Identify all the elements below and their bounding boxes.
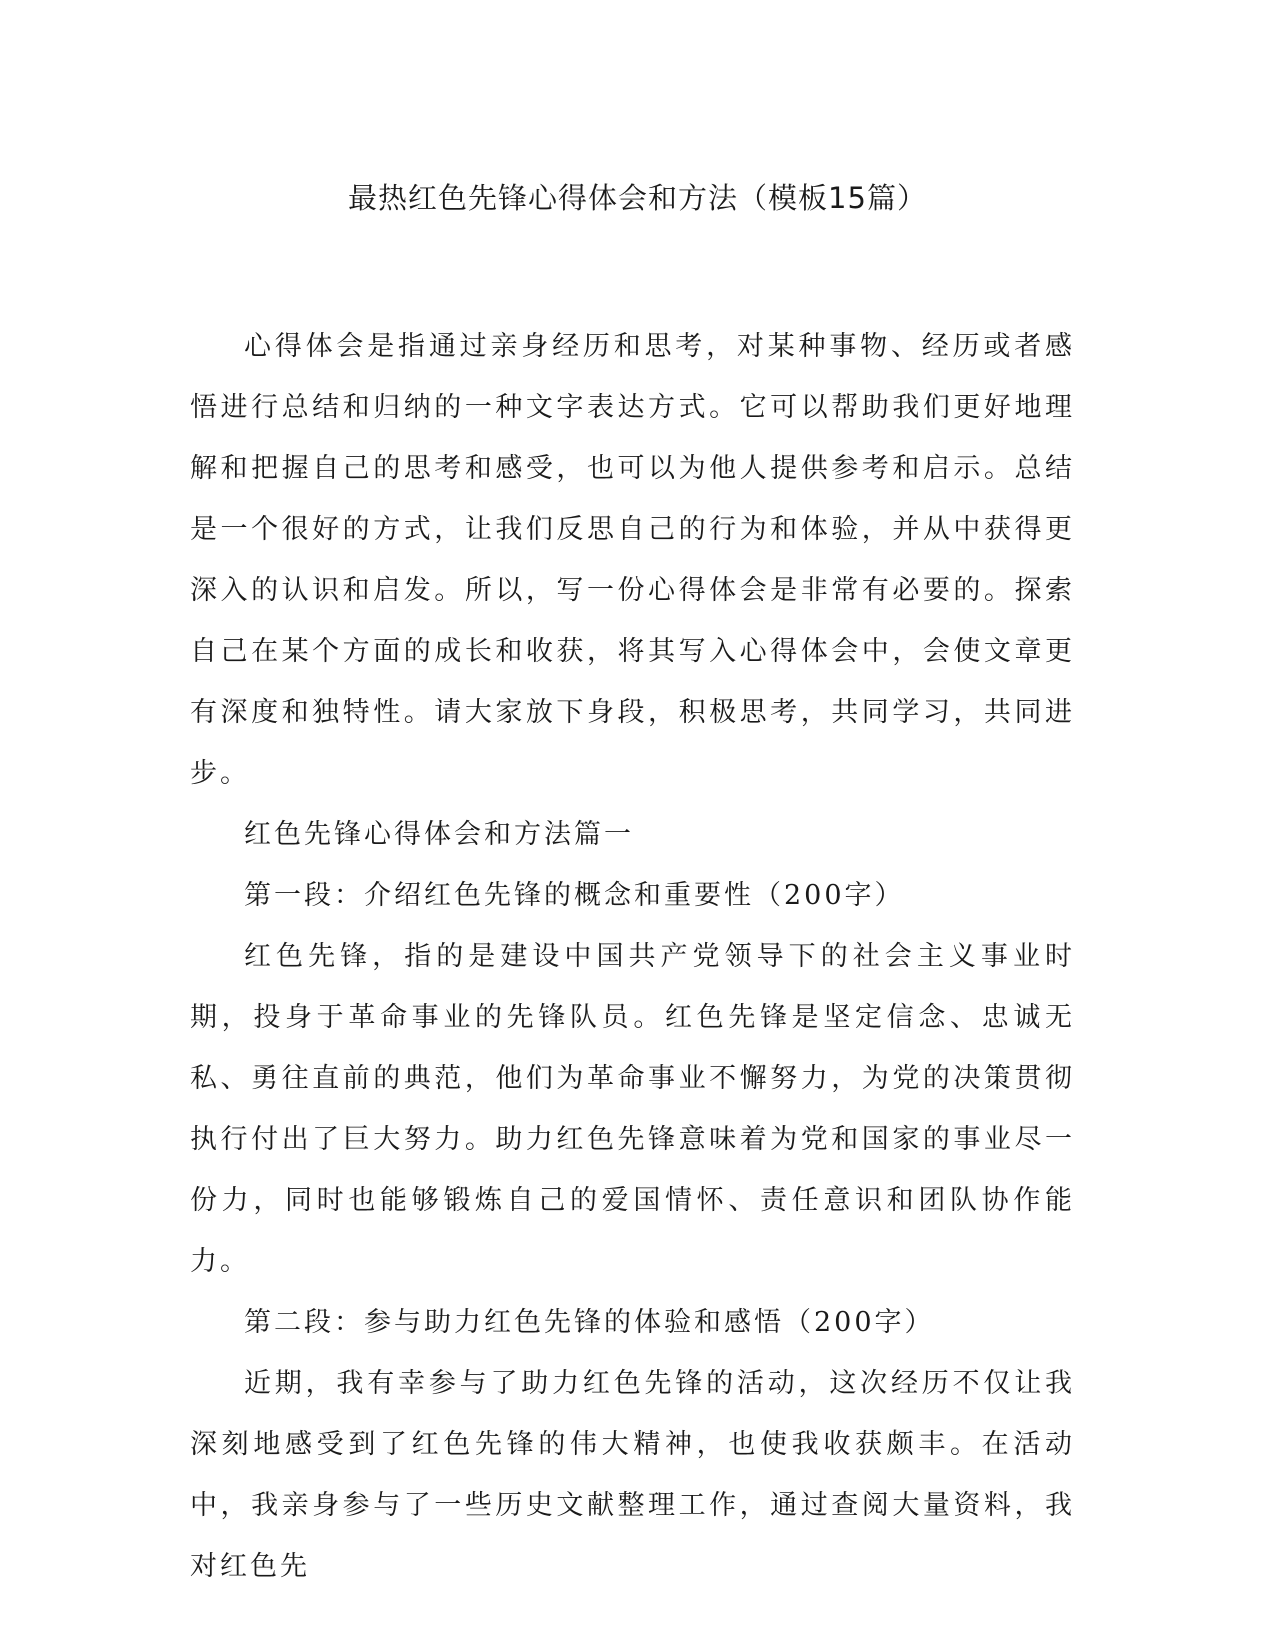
intro-paragraph: 心得体会是指通过亲身经历和思考，对某种事物、经历或者感悟进行总结和归纳的一种文字表达方式。它可以帮助我们更好地理解和把握自己的思考和感受，也可以为他人提供参考和启示。总结是一个很好的方式，让我们反思自己的行为和体验，并从中获得更深入的认识和启发。所以，写一份心得体会是非常有必要的。探索自己在某个方面的成长和收获，将其写入心得体会中，会使文章更有深度和独特性。请大家放下身段，积极思考，共同学习，共同进步。 — [190, 331, 1075, 789]
body-paragraph: 红色先锋，指的是建设中国共产党领导下的社会主义事业时期，投身于革命事业的先锋队员。红色先锋是坚定信念、忠诚无私、勇往直前的典范，他们为革命事业不懈努力，为党的决策贯彻执行付出了巨大努力。助力红色先锋意味着为党和国家的事业尽一份力，同时也能够锻炼自己的爱国情怀、责任意识和团队协作能力。 — [190, 941, 1075, 1277]
section-heading: 红色先锋心得体会和方法篇一 — [244, 819, 634, 850]
body-paragraph: 近期，我有幸参与了助力红色先锋的活动，这次经历不仅让我深刻地感受到了红色先锋的伟大精神，也使我收获颇丰。在活动中，我亲身参与了一些历史文献整理工作，通过查阅大量资料，我对红色先 — [190, 1368, 1075, 1582]
subsection-heading: 第二段：参与助力红色先锋的体验和感悟（200字） — [244, 1307, 935, 1338]
document-title: 最热红色先锋心得体会和方法（模板15篇） — [348, 181, 927, 215]
subsection-heading: 第一段：介绍红色先锋的概念和重要性（200字） — [244, 880, 905, 911]
document-body — [190, 316, 1075, 1597]
